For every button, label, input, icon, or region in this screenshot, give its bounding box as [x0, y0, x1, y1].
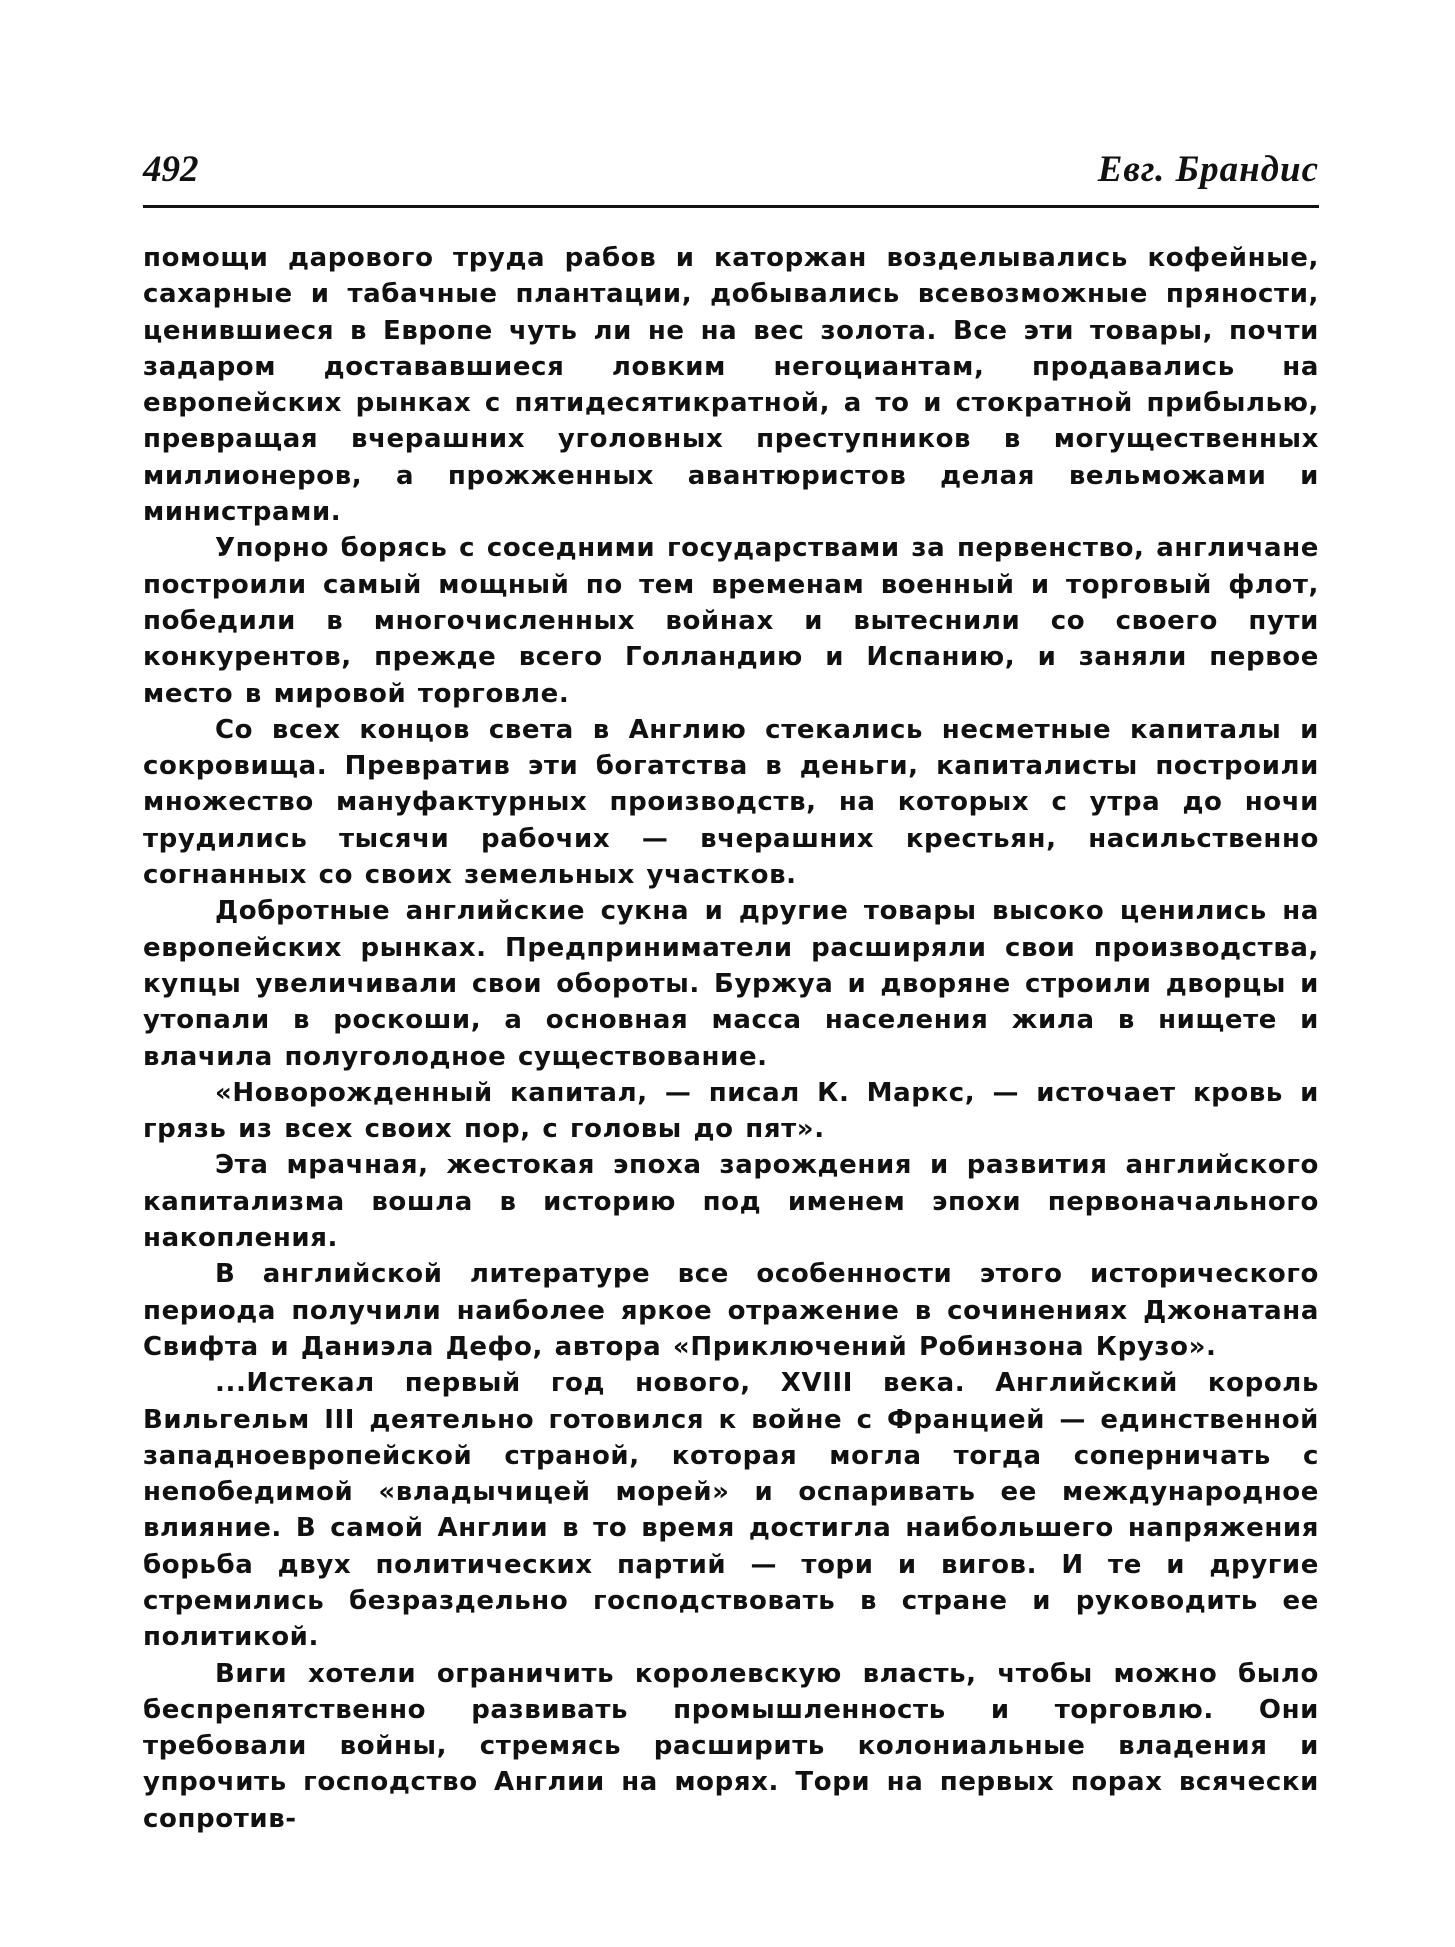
page-number: 492: [143, 149, 199, 190]
paragraph: Добротные английские сукна и другие товары высоко ценились на европейских рынках. Предприниматели расширяли свои производства, купцы увеличивали свои обороты. Буржуа и дворяне строили дворцы и утопали в роскоши, а основная масса населения жила в нищете и влачила полуголодное существование.: [143, 896, 1319, 1072]
paragraph: Упорно борясь с соседними государствами за первенство, англичане построили самый мощный по тем временам военный и торговый флот, победили в многочисленных войнах и вытеснили со своего пути конкурентов, прежде всего Голландию и Испанию, и заняли первое место в мировой торговле.: [143, 533, 1319, 709]
page-header: [143, 140, 1319, 204]
body-text: [143, 240, 1319, 1837]
paragraph: Эта мрачная, жестокая эпоха зарождения и развития английского капитализма вошла в историю под именем эпохи первоначального накопления.: [143, 1150, 1319, 1254]
paragraph: «Новорожденный капитал, — писал К. Маркс, — источает кровь и грязь из всех своих пор, с головы до пят».: [143, 1077, 1319, 1145]
running-head: Евг. Брандис: [1097, 149, 1319, 190]
paragraph: Со всех концов света в Англию стекались несметные капиталы и сокровища. Превратив эти богатства в деньги, капиталисты построили множество мануфактурных производств, на которых с утра до ночи трудились тысячи рабочих — вчерашних крестьян, насильственно согнанных со своих земельных участков.: [143, 714, 1319, 891]
paragraph: В английской литературе все особенности этого исторического периода получили наиболее яркое отражение в сочинениях Джонатана Свифта и Даниэла Дефо, автора «Приключений Робинзона Крузо».: [143, 1259, 1319, 1362]
paragraph: ...Истекал первый год нового, XVIII века. Английский король Вильгельм III деятельно готовился к войне с Францией — единственной западноевропейской страной, которая могла тогда соперничать с непобедимой «владычицей морей» и оспаривать ее международное влияние. В самой Англии в то время достигла наибольшего напряжения борьба двух политических партий — тори и вигов. И те и другие стремились безраздельно господствовать в стране и руководить ее политикой.: [143, 1368, 1319, 1653]
paragraph: Виги хотели ограничить королевскую власть, чтобы можно было беспрепятственно развивать промышленность и торговлю. Они требовали войны, стремясь расширить колониальные владения и упрочить господство Англии на морях. Тори на первых порах всячески сопротив-: [143, 1658, 1319, 1834]
header-rule: [143, 205, 1319, 208]
paragraph: помощи дарового труда рабов и каторжан возделывались кофейные, сахарные и табачные плантации, добывались всевозможные пряности, ценившиеся в Европе чуть ли не на вес золота. Все эти товары, почти задаром достававшиеся ловким негоциантам, продавались на европейских рынках с пятидесятикратной, а то и стократной прибылью, превращая вчерашних уголовных преступников в могущественных миллионеров, а прожженных авантюристов делая вельможами и министрами.: [143, 243, 1319, 528]
